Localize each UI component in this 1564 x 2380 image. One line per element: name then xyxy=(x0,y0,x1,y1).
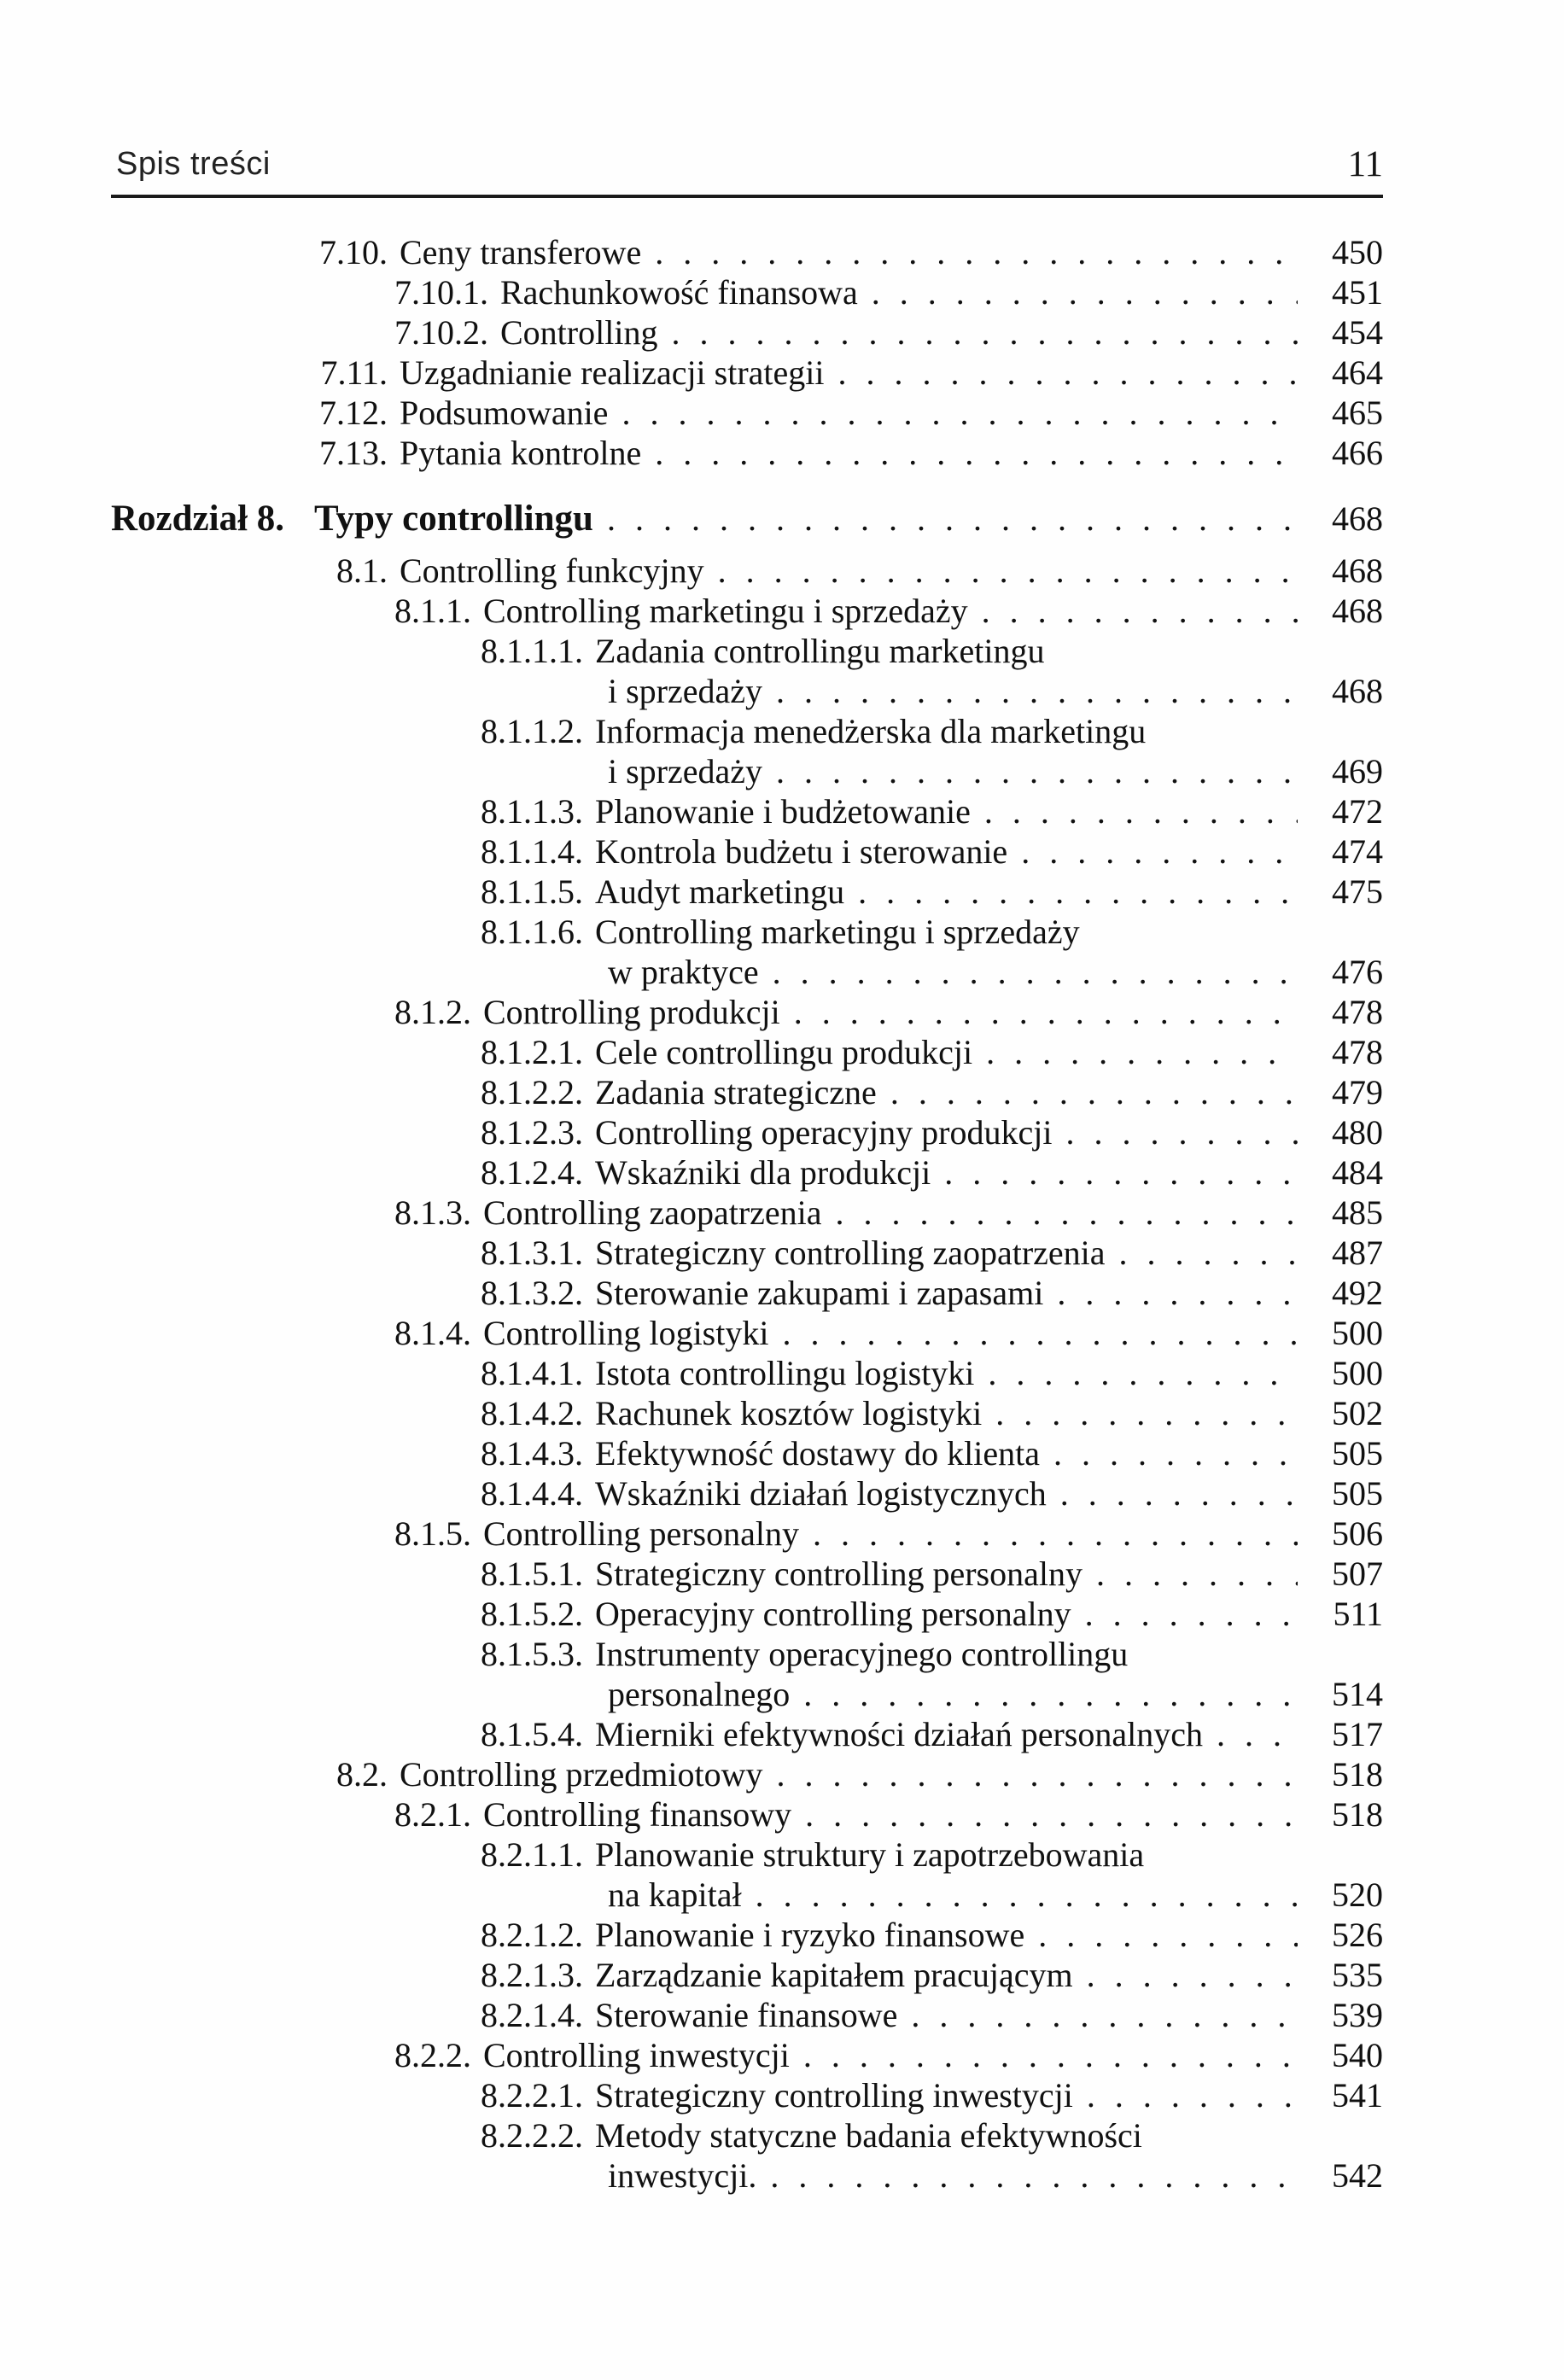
toc-row xyxy=(111,433,1383,473)
table-of-contents xyxy=(111,232,1383,2196)
toc-row xyxy=(111,1433,1383,1473)
entry-title: Controlling personalny xyxy=(483,1514,799,1553)
toc-row xyxy=(111,1032,1383,1072)
entry-page-number: 507 xyxy=(1332,1555,1383,1593)
toc-row xyxy=(111,992,1383,1032)
toc-row xyxy=(111,1193,1383,1233)
dot-leader xyxy=(836,1193,1298,1233)
entry-number: 8.1.3.1. xyxy=(481,1234,583,1272)
entry-number: 8.2.1.2. xyxy=(481,1916,583,1954)
entry-number: 8.2.1.3. xyxy=(481,1956,583,1994)
entry-number: 8.2.2.1. xyxy=(481,2076,583,2115)
entry-number: 8.1.4. xyxy=(394,1314,471,1352)
entry-page-number: 478 xyxy=(1332,1033,1383,1071)
entry-title: Wskaźniki dla produkcji xyxy=(595,1153,931,1192)
dot-leader xyxy=(1057,1273,1298,1313)
entry-number: 8.1.2.1. xyxy=(481,1033,583,1071)
entry-page-number: 492 xyxy=(1332,1274,1383,1312)
entry-title: Strategiczny controlling zaopatrzenia xyxy=(595,1234,1106,1272)
entry-number: 8.2.2.2. xyxy=(481,2116,583,2155)
dot-leader xyxy=(718,551,1298,591)
toc-row xyxy=(111,1714,1383,1754)
dot-leader xyxy=(1085,1594,1298,1634)
entry-title: Controlling logistyki xyxy=(483,1314,769,1352)
entry-page-number: 475 xyxy=(1332,872,1383,911)
toc-row xyxy=(111,1233,1383,1273)
entry-page-number: 526 xyxy=(1332,1916,1383,1954)
entry-number: 8.1.1.1. xyxy=(481,632,583,670)
dot-leader xyxy=(872,272,1298,312)
entry-number: 8.1.4.4. xyxy=(481,1474,583,1513)
entry-number: 7.13. xyxy=(319,434,388,472)
dot-leader xyxy=(803,2035,1298,2075)
entry-page-number: 500 xyxy=(1332,1354,1383,1392)
dot-leader xyxy=(982,591,1298,631)
toc-row xyxy=(111,591,1383,631)
toc-row xyxy=(111,2075,1383,2115)
entry-title: Typy controllingu xyxy=(314,499,593,539)
dot-leader xyxy=(776,751,1298,791)
entry-number: 8.2.2. xyxy=(394,2036,471,2074)
toc-row xyxy=(111,1754,1383,1794)
entry-title: Strategiczny controlling inwestycji xyxy=(595,2076,1073,2115)
dot-leader xyxy=(890,1072,1298,1112)
entry-page-number: 450 xyxy=(1332,233,1383,271)
entry-title: Mierniki efektywności działań personalnych xyxy=(595,1715,1203,1753)
dot-leader xyxy=(805,1794,1298,1835)
page-header xyxy=(111,146,1383,198)
entry-title: Zarządzanie kapitałem pracującym xyxy=(595,1956,1073,1994)
entry-number: 7.10.1. xyxy=(394,273,488,312)
entry-page-number: 468 xyxy=(1332,499,1383,538)
entry-page-number: 451 xyxy=(1332,273,1383,312)
toc-row xyxy=(111,1313,1383,1353)
entry-page-number: 518 xyxy=(1332,1795,1383,1834)
dot-leader xyxy=(1119,1233,1298,1273)
entry-page-number: 468 xyxy=(1332,551,1383,590)
toc-row xyxy=(111,1393,1383,1433)
toc-row-continuation xyxy=(111,1875,1383,1915)
entry-title: Podsumowanie xyxy=(400,394,609,432)
dot-leader xyxy=(777,1754,1298,1794)
toc-row xyxy=(111,2035,1383,2075)
entry-number: 8.1.5.1. xyxy=(481,1555,583,1593)
entry-title: Operacyjny controlling personalny xyxy=(595,1595,1071,1633)
entry-page-number: 469 xyxy=(1332,752,1383,790)
entry-title: Planowanie i ryzyko finansowe xyxy=(595,1916,1025,1954)
entry-page-number: 454 xyxy=(1332,313,1383,352)
entry-title-continuation: i sprzedaży xyxy=(608,752,763,790)
entry-number: 8.1.1.5. xyxy=(481,872,583,911)
dot-leader xyxy=(794,992,1298,1032)
toc-row-continuation xyxy=(111,671,1383,711)
entry-number: 8.1.5.4. xyxy=(481,1715,583,1753)
entry-title: Controlling inwestycji xyxy=(483,2036,790,2074)
entry-page-number: 500 xyxy=(1332,1314,1383,1352)
entry-number: 8.1.4.2. xyxy=(481,1394,583,1432)
entry-title: Controlling marketingu i sprzedaży xyxy=(595,913,1080,951)
entry-title: Controlling zaopatrzenia xyxy=(483,1193,822,1232)
entry-number: 8.1.2.2. xyxy=(481,1073,583,1111)
dot-leader xyxy=(838,353,1298,393)
toc-row xyxy=(111,1835,1383,1875)
dot-leader xyxy=(607,499,1298,539)
entry-page-number: 506 xyxy=(1332,1514,1383,1553)
toc-row xyxy=(111,1794,1383,1835)
toc-row xyxy=(111,872,1383,912)
dot-leader xyxy=(1096,1554,1298,1594)
entry-title-continuation: i sprzedaży xyxy=(608,672,763,710)
entry-page-number: 468 xyxy=(1332,672,1383,710)
dot-leader xyxy=(756,1875,1298,1915)
entry-title: Zadania controllingu marketingu xyxy=(595,632,1045,670)
entry-number: 8.2.1. xyxy=(394,1795,471,1834)
dot-leader xyxy=(655,232,1298,272)
entry-title: Pytania kontrolne xyxy=(400,434,642,472)
entry-title: Controlling xyxy=(500,313,658,352)
toc-row xyxy=(111,1273,1383,1313)
entry-number: 7.12. xyxy=(319,394,388,432)
entry-title-continuation: inwestycji. xyxy=(608,2156,757,2195)
entry-title: Efektywność dostawy do klienta xyxy=(595,1434,1040,1473)
toc-row-continuation xyxy=(111,952,1383,992)
dot-leader xyxy=(911,1995,1298,2035)
entry-title: Planowanie i budżetowanie xyxy=(595,792,971,831)
entry-title-continuation: w praktyce xyxy=(608,953,759,991)
toc-chapter-row xyxy=(111,499,1383,539)
entry-page-number: 485 xyxy=(1332,1193,1383,1232)
entry-title: Istota controllingu logistyki xyxy=(595,1354,975,1392)
entry-number: 8.2.1.1. xyxy=(481,1835,583,1874)
entry-page-number: 502 xyxy=(1332,1394,1383,1432)
toc-row xyxy=(111,831,1383,872)
entry-number: 8.1.1.4. xyxy=(481,832,583,871)
entry-number: 8.1.2.3. xyxy=(481,1113,583,1152)
entry-title: Wskaźniki działań logistycznych xyxy=(595,1474,1047,1513)
dot-leader xyxy=(773,952,1298,992)
entry-title: Metody statyczne badania efektywności xyxy=(595,2116,1142,2155)
entry-page-number: 464 xyxy=(1332,353,1383,392)
toc-row xyxy=(111,1554,1383,1594)
entry-page-number: 517 xyxy=(1332,1715,1383,1753)
entry-title: Controlling funkcyjny xyxy=(400,551,704,590)
entry-page-number: 511 xyxy=(1333,1595,1383,1633)
dot-leader xyxy=(944,1152,1298,1193)
entry-title: Ceny transferowe xyxy=(400,233,642,271)
toc-row xyxy=(111,1353,1383,1393)
entry-page-number: 479 xyxy=(1332,1073,1383,1111)
toc-row xyxy=(111,912,1383,952)
entry-page-number: 478 xyxy=(1332,993,1383,1031)
entry-title: Controlling operacyjny produkcji xyxy=(595,1113,1053,1152)
toc-row-continuation xyxy=(111,751,1383,791)
dot-leader xyxy=(984,791,1298,831)
entry-page-number: 487 xyxy=(1332,1234,1383,1272)
entry-number: 8.1.1.3. xyxy=(481,792,583,831)
dot-leader xyxy=(770,2155,1298,2196)
entry-page-number: 539 xyxy=(1332,1996,1383,2034)
entry-number: 8.2.1.4. xyxy=(481,1996,583,2034)
entry-page-number: 472 xyxy=(1332,792,1383,831)
entry-title: Informacja menedżerska dla marketingu xyxy=(595,712,1147,750)
dot-leader xyxy=(1065,1112,1298,1152)
dot-leader xyxy=(782,1313,1298,1353)
entry-page-number: 465 xyxy=(1332,394,1383,432)
toc-row xyxy=(111,1473,1383,1514)
entry-title-continuation: na kapitał xyxy=(608,1875,742,1914)
entry-title: Rachunek kosztów logistyki xyxy=(595,1394,983,1432)
toc-row xyxy=(111,711,1383,751)
entry-number: 8.1.5.3. xyxy=(481,1635,583,1673)
entry-page-number: 541 xyxy=(1332,2076,1383,2115)
entry-number: 8.1.1.2. xyxy=(481,712,583,750)
entry-page-number: 480 xyxy=(1332,1113,1383,1152)
entry-number: 7.10. xyxy=(319,233,388,271)
dot-leader xyxy=(995,1393,1298,1433)
entry-page-number: 514 xyxy=(1332,1675,1383,1713)
dot-leader xyxy=(776,671,1298,711)
entry-page-number: 542 xyxy=(1332,2156,1383,2195)
entry-page-number: 520 xyxy=(1332,1875,1383,1914)
toc-row xyxy=(111,393,1383,433)
entry-page-number: 518 xyxy=(1332,1755,1383,1794)
toc-row xyxy=(111,631,1383,671)
entry-title: Sterowanie zakupami i zapasami xyxy=(595,1274,1044,1312)
toc-row xyxy=(111,1594,1383,1634)
dot-leader xyxy=(1021,831,1298,872)
entry-number: 7.10.2. xyxy=(394,313,488,352)
dot-leader xyxy=(858,872,1298,912)
entry-title: Uzgadnianie realizacji strategii xyxy=(400,353,825,392)
toc-row xyxy=(111,791,1383,831)
dot-leader xyxy=(988,1353,1298,1393)
toc-row xyxy=(111,312,1383,353)
dot-leader xyxy=(655,433,1298,473)
entry-number: 8.1.4.3. xyxy=(481,1434,583,1473)
dot-leader xyxy=(671,312,1298,353)
entry-number: 8.2. xyxy=(336,1755,388,1794)
entry-title: Sterowanie finansowe xyxy=(595,1996,898,2034)
entry-page-number: 476 xyxy=(1332,953,1383,991)
entry-number: 8.1.3. xyxy=(394,1193,471,1232)
entry-number: 8.1.1.6. xyxy=(481,913,583,951)
entry-title: Controlling przedmiotowy xyxy=(400,1755,763,1794)
dot-leader xyxy=(1038,1915,1298,1955)
entry-number: 8.1.3.2. xyxy=(481,1274,583,1312)
dot-leader xyxy=(1087,1955,1298,1995)
dot-leader xyxy=(813,1514,1298,1554)
entry-title: Strategiczny controlling personalny xyxy=(595,1555,1083,1593)
dot-leader xyxy=(803,1674,1298,1714)
toc-row xyxy=(111,1955,1383,1995)
entry-page-number: 466 xyxy=(1332,434,1383,472)
toc-row xyxy=(111,1072,1383,1112)
entry-title: Rachunkowość finansowa xyxy=(500,273,858,312)
toc-row xyxy=(111,1514,1383,1554)
toc-row-continuation xyxy=(111,1674,1383,1714)
entry-number: 8.1.2. xyxy=(394,993,471,1031)
toc-row xyxy=(111,232,1383,272)
toc-row xyxy=(111,272,1383,312)
entry-title-continuation: personalnego xyxy=(608,1675,791,1713)
toc-row xyxy=(111,1634,1383,1674)
entry-page-number: 535 xyxy=(1332,1956,1383,1994)
entry-page-number: 505 xyxy=(1332,1434,1383,1473)
toc-row xyxy=(111,1112,1383,1152)
toc-row xyxy=(111,1915,1383,1955)
toc-row-continuation xyxy=(111,2155,1383,2196)
entry-page-number: 474 xyxy=(1332,832,1383,871)
entry-title: Controlling finansowy xyxy=(483,1795,792,1834)
entry-number: 8.1.5.2. xyxy=(481,1595,583,1633)
entry-title: Zadania strategiczne xyxy=(595,1073,877,1111)
entry-title: Cele controllingu produkcji xyxy=(595,1033,973,1071)
toc-row xyxy=(111,2115,1383,2155)
entry-title: Instrumenty operacyjnego controllingu xyxy=(595,1635,1129,1673)
entry-number: 8.1.4.1. xyxy=(481,1354,583,1392)
entry-title: Controlling produkcji xyxy=(483,993,780,1031)
toc-row xyxy=(111,353,1383,393)
toc-row xyxy=(111,1152,1383,1193)
page-header-title: Spis treści xyxy=(116,146,271,183)
page-header-number: 11 xyxy=(1347,144,1383,184)
entry-page-number: 484 xyxy=(1332,1153,1383,1192)
entry-title: Controlling marketingu i sprzedaży xyxy=(483,592,968,630)
entry-title: Audyt marketingu xyxy=(595,872,845,911)
entry-title: Planowanie struktury i zapotrzebowania xyxy=(595,1835,1145,1874)
entry-number: 8.1.2.4. xyxy=(481,1153,583,1192)
toc-row xyxy=(111,1995,1383,2035)
dot-leader xyxy=(986,1032,1298,1072)
entry-page-number: 505 xyxy=(1332,1474,1383,1513)
entry-page-number: 540 xyxy=(1332,2036,1383,2074)
entry-title: Kontrola budżetu i sterowanie xyxy=(595,832,1008,871)
dot-leader xyxy=(622,393,1298,433)
dot-leader xyxy=(1060,1473,1298,1514)
entry-number: 8.1.1. xyxy=(394,592,471,630)
entry-page-number: 468 xyxy=(1332,592,1383,630)
entry-number: 8.1.5. xyxy=(394,1514,471,1553)
entry-number: 8.1. xyxy=(336,551,388,590)
entry-number: Rozdział 8. xyxy=(111,499,285,539)
entry-number: 7.11. xyxy=(320,353,388,392)
dot-leader xyxy=(1087,2075,1298,2115)
dot-leader xyxy=(1217,1714,1298,1754)
toc-row xyxy=(111,551,1383,591)
dot-leader xyxy=(1053,1433,1298,1473)
